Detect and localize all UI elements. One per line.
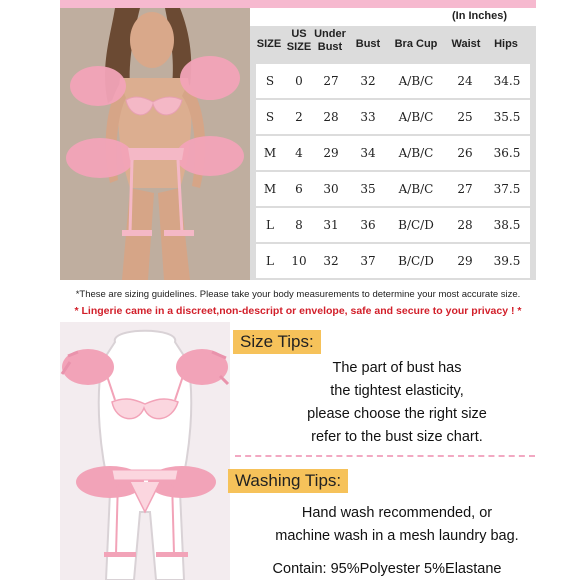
cell-us-size: 0: [295, 74, 303, 88]
mannequin-illustration: [60, 322, 230, 580]
cell-waist: 24: [457, 74, 473, 88]
cell-bra-cup: B/C/D: [398, 218, 434, 232]
header-bra-cup: Bra Cup: [394, 38, 438, 50]
cell-bust: 32: [360, 74, 376, 88]
cell-us-size: 6: [295, 182, 303, 196]
cell-bust: 37: [360, 254, 376, 268]
washing-tips-heading: Washing Tips:: [228, 469, 348, 493]
table-row: [256, 244, 530, 278]
cell-size: M: [263, 146, 277, 160]
cell-under-bust: 31: [323, 218, 339, 232]
cell-under-bust: 30: [323, 182, 339, 196]
product-mannequin-image: [60, 322, 230, 580]
header-us-size: US SIZE: [286, 28, 312, 53]
cell-bust: 36: [360, 218, 376, 232]
header-waist: Waist: [451, 38, 481, 50]
model-illustration: [60, 8, 250, 280]
size-tip-line: The part of bust has: [332, 360, 462, 376]
table-row: [256, 208, 530, 242]
header-size: SIZE: [256, 38, 282, 50]
cell-us-size: 4: [295, 146, 303, 160]
cell-waist: 25: [457, 110, 473, 124]
sizing-guideline-note: *These are sizing guidelines. Please take your body measurements to determine your most accurate size.: [75, 289, 521, 300]
cell-size: S: [265, 74, 275, 88]
washing-tip-line: machine wash in a mesh laundry bag.: [275, 528, 519, 544]
cell-size: M: [263, 182, 277, 196]
discreet-shipping-notice: * Lingerie came in a discreet,non-descript or envelope, safe and secure to your privacy ! *: [74, 305, 522, 317]
material-contain-text: Contain: 95%Polyester 5%Elastane: [272, 561, 502, 577]
size-chart-table: [250, 26, 536, 280]
section-divider: [235, 455, 535, 457]
cell-bust: 33: [360, 110, 376, 124]
cell-bra-cup: A/B/C: [398, 182, 434, 196]
cell-hips: 36.5: [493, 146, 521, 160]
size-tip-line: the tightest elasticity,: [330, 383, 464, 399]
cell-hips: 37.5: [493, 182, 521, 196]
cell-under-bust: 29: [323, 146, 339, 160]
table-row: [256, 136, 530, 170]
size-tip-line: please choose the right size: [307, 406, 487, 422]
cell-size: S: [265, 110, 275, 124]
cell-bra-cup: A/B/C: [398, 146, 434, 160]
cell-us-size: 2: [295, 110, 303, 124]
units-note: (In Inches): [452, 10, 508, 22]
cell-us-size: 10: [291, 254, 307, 268]
cell-waist: 29: [457, 254, 473, 268]
header-hips: Hips: [494, 38, 518, 50]
cell-hips: 38.5: [493, 218, 521, 232]
cell-bust: 34: [360, 146, 376, 160]
table-row: [256, 172, 530, 206]
cell-hips: 39.5: [493, 254, 521, 268]
cell-under-bust: 27: [323, 74, 339, 88]
header-bust: Bust: [355, 38, 381, 50]
cell-bra-cup: A/B/C: [398, 74, 434, 88]
cell-under-bust: 32: [323, 254, 339, 268]
cell-bra-cup: A/B/C: [398, 110, 434, 124]
washing-tip-line: Hand wash recommended, or: [301, 505, 493, 521]
cell-under-bust: 28: [323, 110, 339, 124]
cell-hips: 35.5: [493, 110, 521, 124]
top-pink-band: [60, 0, 536, 8]
cell-hips: 34.5: [493, 74, 521, 88]
cell-size: L: [266, 254, 274, 268]
cell-bra-cup: B/C/D: [398, 254, 434, 268]
table-row: [256, 100, 530, 134]
cell-size: L: [266, 218, 274, 232]
model-photo-top: [60, 8, 250, 280]
cell-waist: 28: [457, 218, 473, 232]
table-row: [256, 64, 530, 98]
cell-bust: 35: [360, 182, 376, 196]
size-tip-line: refer to the bust size chart.: [311, 429, 483, 445]
header-under-bust: Under Bust: [314, 28, 346, 53]
cell-waist: 26: [457, 146, 473, 160]
cell-waist: 27: [457, 182, 473, 196]
size-tips-heading: Size Tips:: [233, 330, 321, 354]
cell-us-size: 8: [295, 218, 303, 232]
